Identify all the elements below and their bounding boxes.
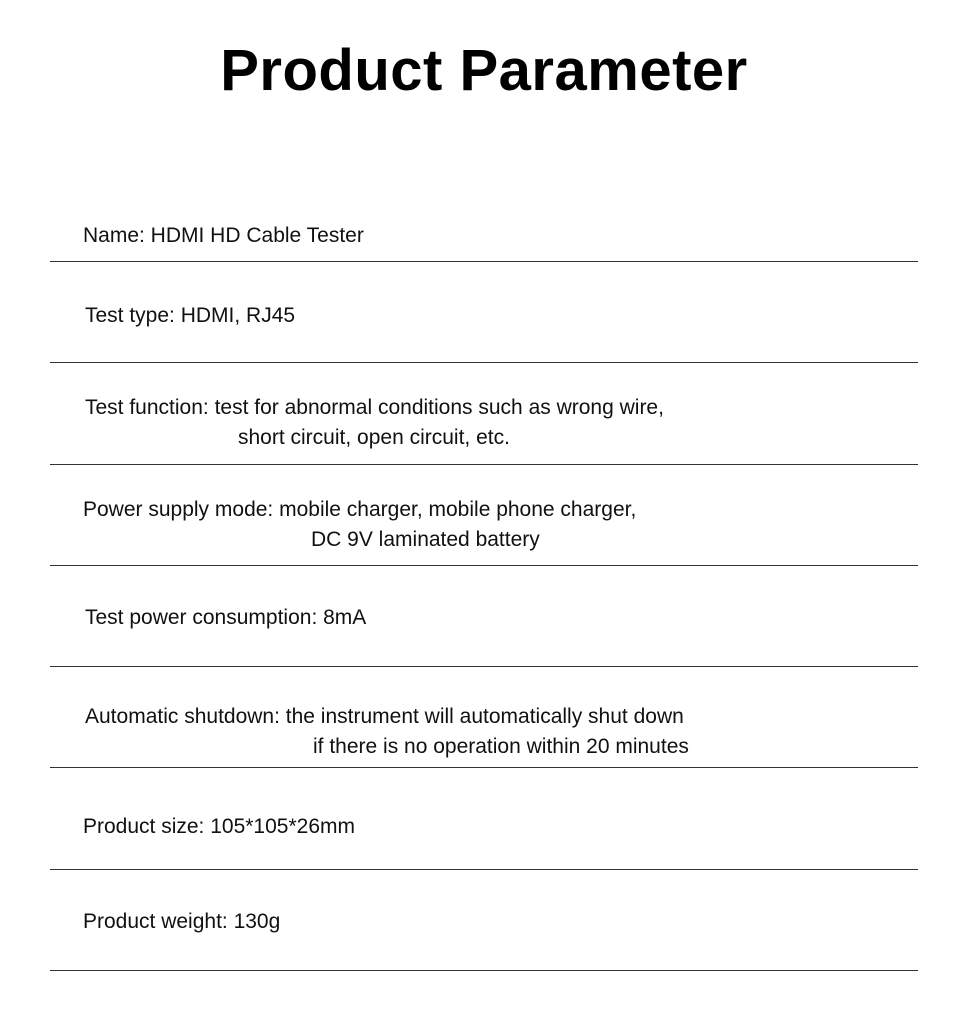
divider [50,666,918,667]
param-text: Product weight: 130g [83,910,281,933]
param-text: Product size: 105*105*26mm [83,815,355,838]
param-text: Test function: test for abnormal conditions such as wrong wire, [85,396,664,419]
param-auto-shutdown [85,702,689,762]
param-product-weight [83,907,280,937]
param-name [83,221,364,251]
divider [50,565,918,566]
param-text: Power supply mode: mobile charger, mobile phone charger, [83,498,637,521]
divider [50,767,918,768]
param-text: Automatic shutdown: the instrument will automatically shut down [85,705,684,728]
param-test-function [85,393,664,453]
param-text: Name: HDMI HD Cable Tester [83,224,364,247]
divider [50,261,918,262]
param-test-type [85,301,295,331]
param-text-continued: short circuit, open circuit, etc. [238,426,510,449]
divider [50,464,918,465]
param-text-continued: if there is no operation within 20 minutes [313,735,689,758]
divider [50,970,918,971]
divider [50,869,918,870]
param-text-continued: DC 9V laminated battery [311,528,540,551]
param-product-size [83,812,355,842]
page-title: Product Parameter [220,38,748,103]
param-power-consumption [85,603,366,633]
param-power-supply [83,495,636,555]
divider [50,362,918,363]
param-text: Test power consumption: 8mA [85,606,367,629]
param-text: Test type: HDMI, RJ45 [85,304,296,327]
